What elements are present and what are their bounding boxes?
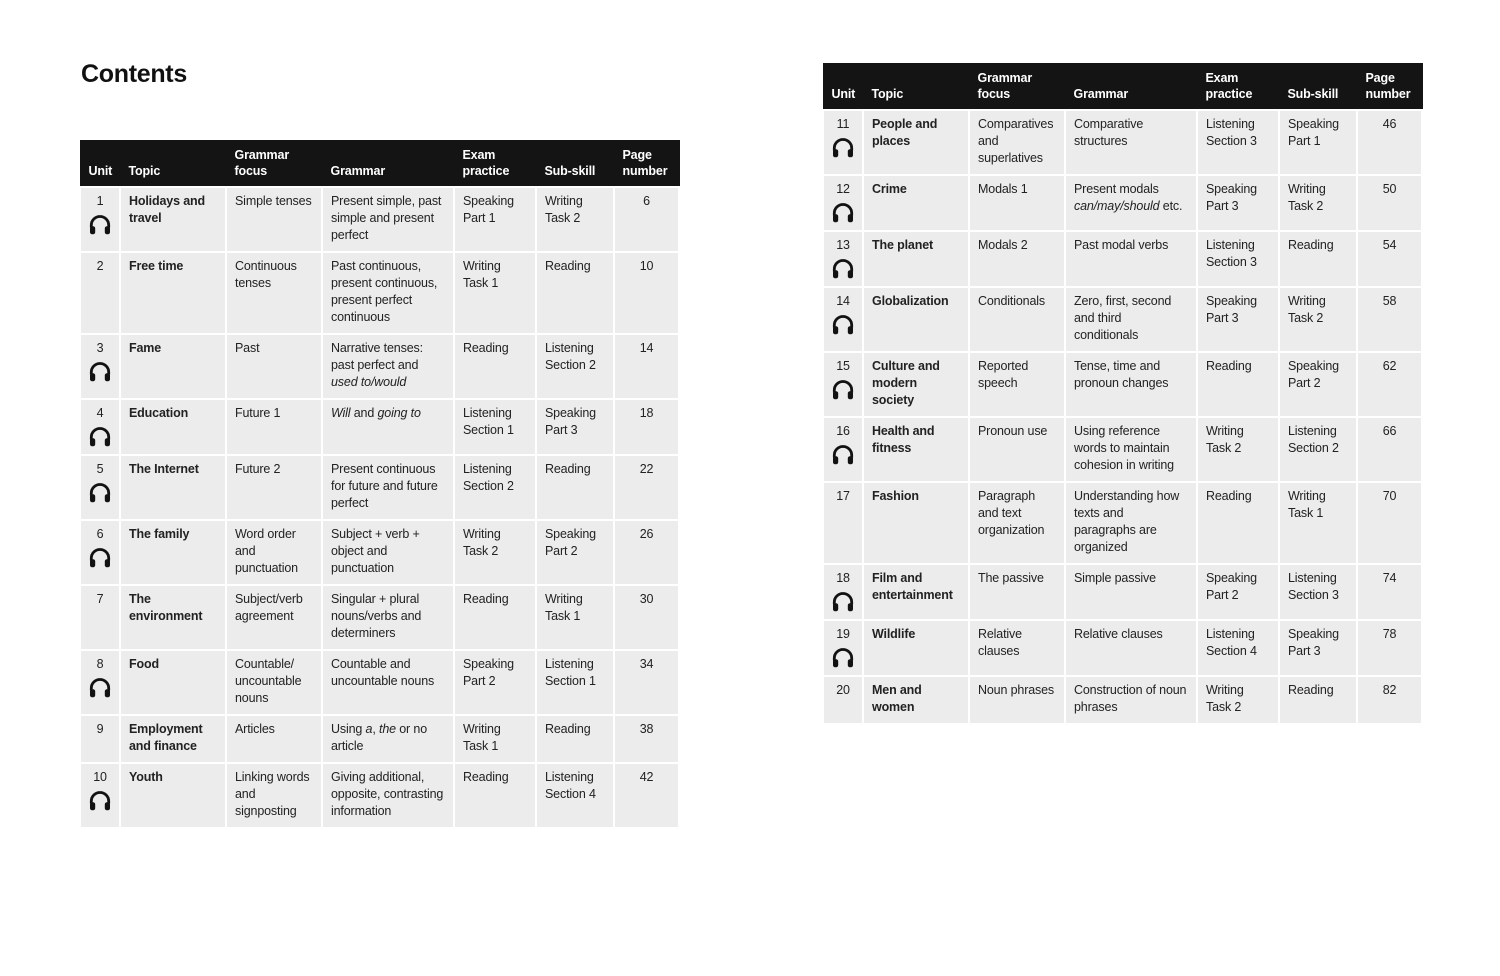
sub-skill-cell: Listening Section 2	[1279, 417, 1357, 482]
sub-skill-cell: Speaking Part 3	[1279, 620, 1357, 676]
sub-skill-cell: Listening Section 4	[536, 763, 614, 828]
column-header-unit: Unit	[823, 64, 863, 111]
headphones-icon	[831, 314, 855, 335]
unit-number: 13	[836, 238, 850, 252]
unit-row-8	[80, 650, 679, 715]
header-row	[823, 64, 1422, 111]
unit-row-7	[80, 585, 679, 650]
topic-cell: Fashion	[863, 482, 969, 564]
unit-cell	[80, 252, 120, 334]
sub-skill-cell: Writing Task 1	[1279, 482, 1357, 564]
grammar-cell: Tense, time and pronoun changes	[1065, 352, 1197, 417]
unit-number: 11	[836, 117, 850, 131]
grammar-cell: Simple passive	[1065, 564, 1197, 620]
unit-number: 19	[836, 627, 850, 641]
page-cell: 14	[614, 334, 679, 399]
column-header-exam-practice: Exam practice	[454, 141, 536, 188]
grammar-cell: Past continuous, present continuous, present perfect continuous	[322, 252, 454, 334]
topic-cell: Free time	[120, 252, 226, 334]
topic-cell: Globalization	[863, 287, 969, 352]
page-cell: 18	[614, 399, 679, 455]
column-header-page: Page number	[614, 141, 679, 188]
page-cell: 10	[614, 252, 679, 334]
unit-number: 16	[836, 424, 850, 438]
topic-cell: Youth	[120, 763, 226, 828]
page-title: Contents	[81, 60, 187, 88]
exam-practice-cell: Writing Task 2	[1197, 417, 1279, 482]
grammar-cell: Understanding how texts and paragraphs are organized	[1065, 482, 1197, 564]
page-cell: 82	[1357, 676, 1422, 724]
column-header-page: Page number	[1357, 64, 1422, 111]
topic-cell: People and places	[863, 110, 969, 175]
headphones-icon	[831, 444, 855, 465]
page-cell: 34	[614, 650, 679, 715]
grammar-focus-cell: Modals 1	[969, 175, 1065, 231]
unit-row-14	[823, 287, 1422, 352]
contents-table-units-1-10	[79, 140, 678, 829]
column-header-grammar-focus: Grammar focus	[226, 141, 322, 188]
unit-cell	[80, 650, 120, 715]
unit-number: 2	[96, 259, 104, 273]
exam-practice-cell: Listening Section 1	[454, 399, 536, 455]
topic-cell: Health and fitness	[863, 417, 969, 482]
unit-cell	[80, 399, 120, 455]
exam-practice-cell: Reading	[1197, 352, 1279, 417]
sub-skill-cell: Listening Section 1	[536, 650, 614, 715]
grammar-cell: Comparative structures	[1065, 110, 1197, 175]
sub-skill-cell: Speaking Part 3	[536, 399, 614, 455]
headphones-icon	[88, 547, 112, 568]
unit-row-11	[823, 110, 1422, 175]
unit-number: 10	[93, 770, 107, 784]
column-header-grammar: Grammar	[1065, 64, 1197, 111]
unit-number: 1	[96, 194, 104, 208]
topic-cell: Food	[120, 650, 226, 715]
grammar-cell: Past modal verbs	[1065, 231, 1197, 287]
unit-cell	[80, 520, 120, 585]
unit-number: 7	[96, 592, 104, 606]
exam-practice-cell: Writing Task 1	[454, 252, 536, 334]
grammar-focus-cell: Continuous tenses	[226, 252, 322, 334]
sub-skill-cell: Speaking Part 2	[536, 520, 614, 585]
grammar-cell: Giving additional, opposite, contrasting information	[322, 763, 454, 828]
grammar-focus-cell: Articles	[226, 715, 322, 763]
units-11-20-table	[822, 63, 1423, 725]
topic-cell: Fame	[120, 334, 226, 399]
sub-skill-cell: Writing Task 2	[1279, 287, 1357, 352]
sub-skill-cell: Listening Section 2	[536, 334, 614, 399]
headphones-icon	[831, 137, 855, 158]
grammar-cell: Singular + plural nouns/verbs and determiners	[322, 585, 454, 650]
units-1-10-table	[79, 140, 680, 829]
sub-skill-cell: Reading	[1279, 231, 1357, 287]
column-header-grammar: Grammar	[322, 141, 454, 188]
unit-row-5	[80, 455, 679, 520]
grammar-cell: Narrative tenses: past perfect and used to/would	[322, 334, 454, 399]
exam-practice-cell: Listening Section 3	[1197, 110, 1279, 175]
grammar-cell: Present modals can/may/should etc.	[1065, 175, 1197, 231]
headphones-icon	[88, 426, 112, 447]
unit-number: 12	[836, 182, 850, 196]
exam-practice-cell: Speaking Part 3	[1197, 287, 1279, 352]
unit-row-9	[80, 715, 679, 763]
unit-row-20	[823, 676, 1422, 724]
grammar-focus-cell: Simple tenses	[226, 187, 322, 252]
topic-cell: Wildlife	[863, 620, 969, 676]
exam-practice-cell: Listening Section 3	[1197, 231, 1279, 287]
sub-skill-cell: Speaking Part 1	[1279, 110, 1357, 175]
page-cell: 78	[1357, 620, 1422, 676]
topic-cell: The environment	[120, 585, 226, 650]
unit-row-1	[80, 187, 679, 252]
sub-skill-cell: Writing Task 1	[536, 585, 614, 650]
topic-cell: Crime	[863, 175, 969, 231]
grammar-focus-cell: Past	[226, 334, 322, 399]
column-header-grammar-focus: Grammar focus	[969, 64, 1065, 111]
headphones-icon	[831, 647, 855, 668]
grammar-cell: Using reference words to maintain cohesion in writing	[1065, 417, 1197, 482]
exam-practice-cell: Writing Task 2	[454, 520, 536, 585]
unit-row-15	[823, 352, 1422, 417]
grammar-focus-cell: Relative clauses	[969, 620, 1065, 676]
headphones-icon	[88, 361, 112, 382]
unit-row-19	[823, 620, 1422, 676]
unit-row-6	[80, 520, 679, 585]
headphones-icon	[88, 214, 112, 235]
grammar-cell: Present simple, past simple and present perfect	[322, 187, 454, 252]
topic-cell: Holidays and travel	[120, 187, 226, 252]
grammar-cell: Countable and uncountable nouns	[322, 650, 454, 715]
grammar-focus-cell: Linking words and signposting	[226, 763, 322, 828]
column-header-topic: Topic	[863, 64, 969, 111]
exam-practice-cell: Listening Section 4	[1197, 620, 1279, 676]
grammar-cell: Will and going to	[322, 399, 454, 455]
exam-practice-cell: Writing Task 2	[1197, 676, 1279, 724]
grammar-focus-cell: Word order and punctuation	[226, 520, 322, 585]
exam-practice-cell: Speaking Part 3	[1197, 175, 1279, 231]
unit-row-13	[823, 231, 1422, 287]
grammar-cell: Using a, the or no article	[322, 715, 454, 763]
unit-row-2	[80, 252, 679, 334]
headphones-icon	[831, 258, 855, 279]
grammar-focus-cell: Reported speech	[969, 352, 1065, 417]
unit-row-16	[823, 417, 1422, 482]
headphones-icon	[831, 202, 855, 223]
sub-skill-cell: Listening Section 3	[1279, 564, 1357, 620]
unit-row-10	[80, 763, 679, 828]
headphones-icon	[88, 482, 112, 503]
page-cell: 54	[1357, 231, 1422, 287]
sub-skill-cell: Writing Task 2	[1279, 175, 1357, 231]
grammar-cell: Construction of noun phrases	[1065, 676, 1197, 724]
topic-cell: The family	[120, 520, 226, 585]
sub-skill-cell: Reading	[536, 455, 614, 520]
page-cell: 50	[1357, 175, 1422, 231]
grammar-focus-cell: Conditionals	[969, 287, 1065, 352]
unit-cell	[823, 231, 863, 287]
unit-row-18	[823, 564, 1422, 620]
grammar-cell: Relative clauses	[1065, 620, 1197, 676]
grammar-focus-cell: Pronoun use	[969, 417, 1065, 482]
topic-cell: Men and women	[863, 676, 969, 724]
page-cell: 42	[614, 763, 679, 828]
grammar-focus-cell: Future 2	[226, 455, 322, 520]
column-header-exam-practice: Exam practice	[1197, 64, 1279, 111]
unit-row-3	[80, 334, 679, 399]
unit-cell	[80, 763, 120, 828]
topic-cell: Employment and finance	[120, 715, 226, 763]
page-cell: 6	[614, 187, 679, 252]
exam-practice-cell: Reading	[454, 585, 536, 650]
unit-number: 17	[836, 489, 850, 503]
exam-practice-cell: Speaking Part 2	[1197, 564, 1279, 620]
headphones-icon	[88, 790, 112, 811]
unit-number: 3	[96, 341, 104, 355]
unit-cell	[80, 187, 120, 252]
unit-number: 9	[96, 722, 104, 736]
unit-cell	[823, 287, 863, 352]
grammar-focus-cell: Subject/verb agreement	[226, 585, 322, 650]
page-cell: 62	[1357, 352, 1422, 417]
grammar-focus-cell: Countable/ uncountable nouns	[226, 650, 322, 715]
unit-cell	[823, 352, 863, 417]
sub-skill-cell: Writing Task 2	[536, 187, 614, 252]
page-cell: 38	[614, 715, 679, 763]
sub-skill-cell: Reading	[1279, 676, 1357, 724]
unit-number: 4	[96, 406, 104, 420]
unit-number: 18	[836, 571, 850, 585]
unit-cell	[823, 417, 863, 482]
grammar-focus-cell: The passive	[969, 564, 1065, 620]
sub-skill-cell: Speaking Part 2	[1279, 352, 1357, 417]
unit-cell	[80, 585, 120, 650]
unit-cell	[823, 564, 863, 620]
unit-cell	[823, 175, 863, 231]
unit-number: 6	[96, 527, 104, 541]
exam-practice-cell: Writing Task 1	[454, 715, 536, 763]
exam-practice-cell: Speaking Part 1	[454, 187, 536, 252]
page-cell: 74	[1357, 564, 1422, 620]
exam-practice-cell: Reading	[1197, 482, 1279, 564]
exam-practice-cell: Reading	[454, 334, 536, 399]
topic-cell: Culture and modern society	[863, 352, 969, 417]
page-cell: 58	[1357, 287, 1422, 352]
unit-cell	[823, 110, 863, 175]
column-header-sub-skill: Sub-skill	[536, 141, 614, 188]
unit-number: 15	[836, 359, 850, 373]
topic-cell: The Internet	[120, 455, 226, 520]
page-cell: 26	[614, 520, 679, 585]
headphones-icon	[88, 677, 112, 698]
grammar-focus-cell: Noun phrases	[969, 676, 1065, 724]
unit-row-4	[80, 399, 679, 455]
exam-practice-cell: Speaking Part 2	[454, 650, 536, 715]
page-cell: 66	[1357, 417, 1422, 482]
grammar-focus-cell: Paragraph and text organization	[969, 482, 1065, 564]
page-cell: 46	[1357, 110, 1422, 175]
header-row	[80, 141, 679, 188]
column-header-topic: Topic	[120, 141, 226, 188]
grammar-focus-cell: Comparatives and superlatives	[969, 110, 1065, 175]
page-cell: 30	[614, 585, 679, 650]
column-header-unit: Unit	[80, 141, 120, 188]
sub-skill-cell: Reading	[536, 252, 614, 334]
unit-cell	[80, 334, 120, 399]
topic-cell: Film and entertainment	[863, 564, 969, 620]
topic-cell: Education	[120, 399, 226, 455]
page-cell: 70	[1357, 482, 1422, 564]
unit-number: 5	[96, 462, 104, 476]
unit-cell	[80, 455, 120, 520]
grammar-focus-cell: Modals 2	[969, 231, 1065, 287]
headphones-icon	[831, 591, 855, 612]
headphones-icon	[831, 379, 855, 400]
unit-cell	[823, 482, 863, 564]
unit-number: 14	[836, 294, 850, 308]
contents-table-units-11-20	[822, 63, 1421, 725]
grammar-cell: Zero, first, second and third conditionals	[1065, 287, 1197, 352]
unit-row-17	[823, 482, 1422, 564]
grammar-focus-cell: Future 1	[226, 399, 322, 455]
unit-cell	[823, 620, 863, 676]
unit-number: 8	[96, 657, 104, 671]
grammar-cell: Subject + verb + object and punctuation	[322, 520, 454, 585]
exam-practice-cell: Reading	[454, 763, 536, 828]
topic-cell: The planet	[863, 231, 969, 287]
page-cell: 22	[614, 455, 679, 520]
unit-row-12	[823, 175, 1422, 231]
grammar-cell: Present continuous for future and future perfect	[322, 455, 454, 520]
unit-number: 20	[836, 683, 850, 697]
sub-skill-cell: Reading	[536, 715, 614, 763]
exam-practice-cell: Listening Section 2	[454, 455, 536, 520]
unit-cell	[80, 715, 120, 763]
unit-cell	[823, 676, 863, 724]
column-header-sub-skill: Sub-skill	[1279, 64, 1357, 111]
